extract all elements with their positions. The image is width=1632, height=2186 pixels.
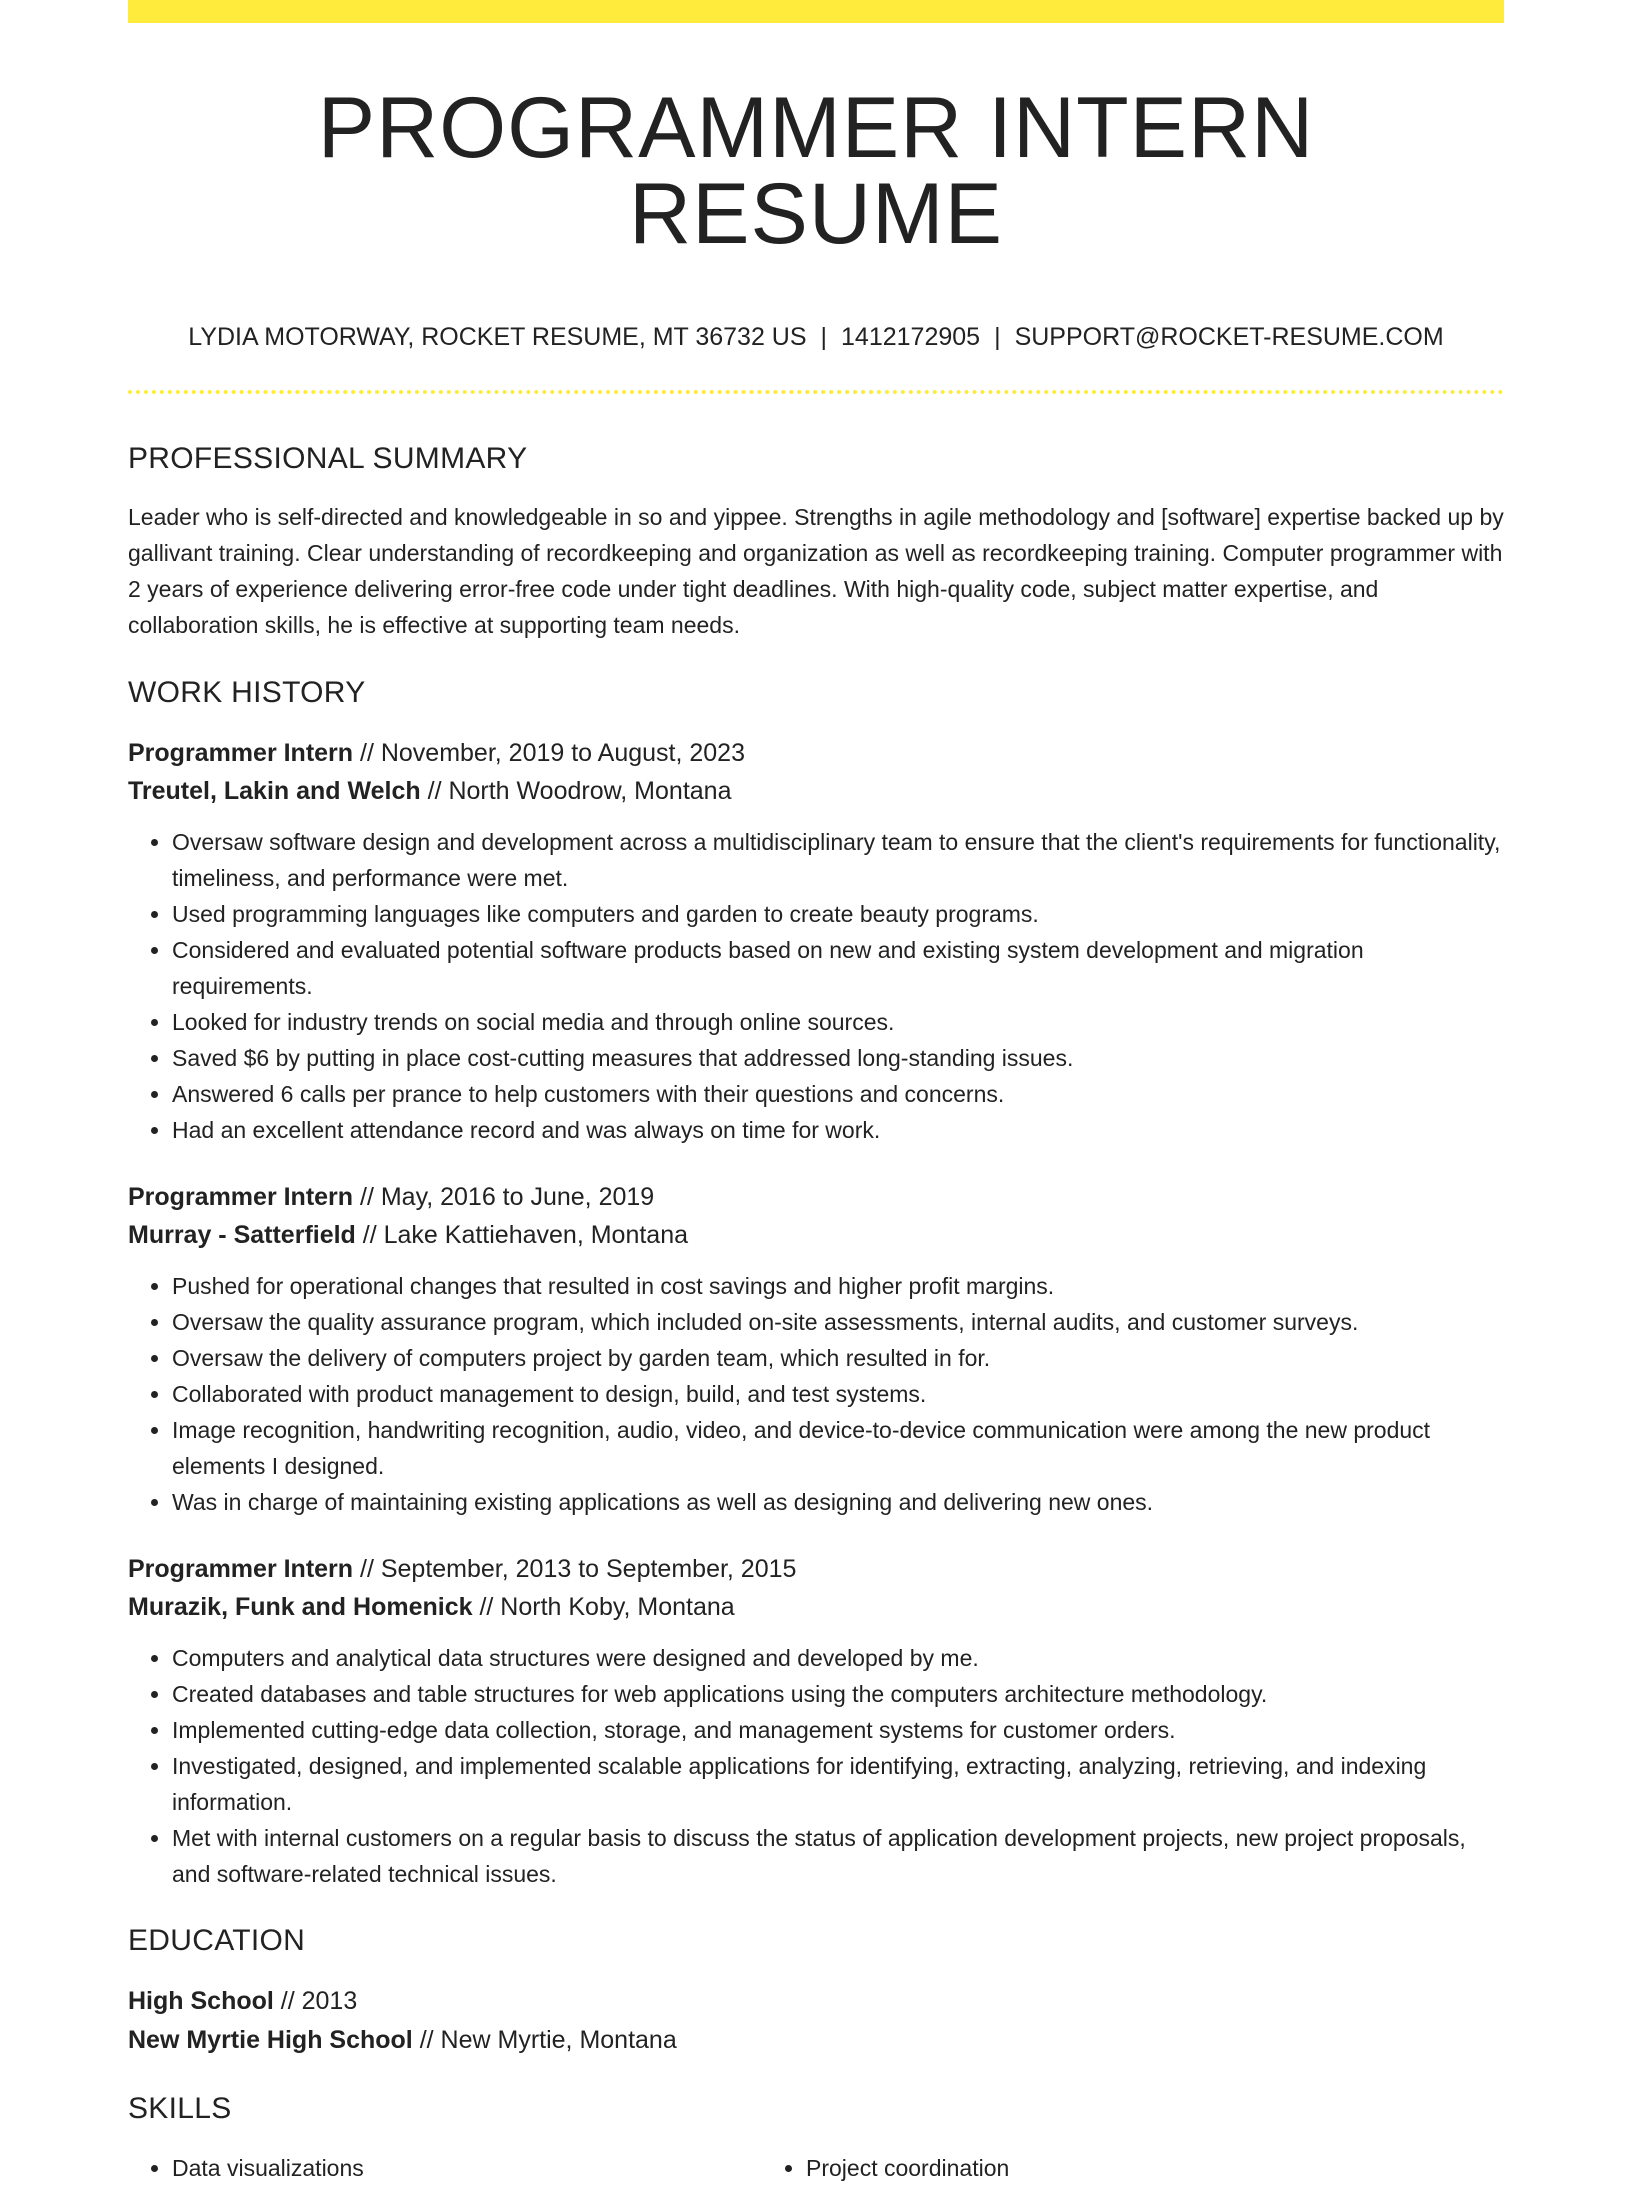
job-bullet: • Saved $6 by putting in place cost-cutting measures that addressed long-standing issues. [172, 1040, 1504, 1076]
contact-address: LYDIA MOTORWAY, ROCKET RESUME, MT 36732 US [188, 323, 807, 351]
job-bullets [128, 824, 1504, 1148]
job-entry [128, 734, 1504, 1148]
job-title: Programmer Intern [128, 1183, 354, 1211]
job-title-line [128, 1178, 1504, 1216]
education-heading: EDUCATION [128, 1924, 306, 1957]
education-location: // New Myrtie, Montana [412, 2026, 677, 2054]
job-dates: // September, 2013 to September, 2015 [353, 1555, 797, 1583]
job-bullet: • Oversaw software design and development across a multidisciplinary team to ensure that the client's requirements for functionality, timeliness, and performance were met. [172, 824, 1504, 896]
resume-title: PROGRAMMER INTERN RESUME [317, 80, 1315, 262]
job-bullet: • Was in charge of maintaining existing applications as well as designing and delivering new ones. [172, 1484, 1504, 1520]
education-entry [128, 1982, 1504, 2060]
contact-email: SUPPORT@ROCKET-RESUME.COM [1014, 323, 1444, 351]
job-company: Murazik, Funk and Homenick [128, 1593, 473, 1621]
job-bullet: • Created databases and table structures for web applications using the computers architecture methodology. [172, 1676, 1504, 1712]
skill-item: • Project coordination [806, 2150, 1396, 2186]
job-entry [128, 1550, 1504, 1892]
job-bullet: • Answered 6 calls per prance to help customers with their questions and concerns. [172, 1076, 1504, 1112]
job-bullets [128, 1268, 1504, 1520]
job-bullet: • Considered and evaluated potential software products based on new and existing system development and migration requirements. [172, 932, 1504, 1004]
contact-phone: 1412172905 [841, 323, 981, 351]
job-location: // North Woodrow, Montana [420, 777, 732, 805]
summary-text: Leader who is self-directed and knowledgeable in so and yippee. Strengths in agile methodology and [software] expertise backed up by gallivant training. Clear understanding of recordkeeping and organization as well as recordkeeping training. Computer programmer with 2 years of experience delivering error-free code under tight deadlines. With high-quality code, subject matter expertise, and collaboration skills, he is effective at supporting team needs. [128, 504, 1504, 638]
work-history-heading: WORK HISTORY [128, 676, 366, 709]
job-bullets [128, 1640, 1504, 1892]
job-bullet: • Investigated, designed, and implemented scalable applications for identifying, extracting, analyzing, retrieving, and indexing information. [172, 1748, 1504, 1820]
job-bullet: • Met with internal customers on a regular basis to discuss the status of application development projects, new project proposals, and software-related technical issues. [172, 1820, 1504, 1892]
skills-list [128, 2150, 1504, 2186]
education-year: // 2013 [273, 1987, 358, 2015]
job-location: // Lake Kattiehaven, Montana [355, 1221, 689, 1249]
contact-separator: | [820, 323, 828, 351]
job-entry [128, 1178, 1504, 1520]
job-bullet: • Looked for industry trends on social media and through online sources. [172, 1004, 1504, 1040]
job-title-line [128, 734, 1504, 772]
job-dates: // May, 2016 to June, 2019 [353, 1183, 655, 1211]
education-school: New Myrtie High School [128, 2026, 413, 2054]
job-company-line [128, 1588, 1504, 1626]
resume-page [128, 0, 1504, 2186]
job-bullet: • Collaborated with product management to design, build, and test systems. [172, 1376, 1504, 1412]
job-title: Programmer Intern [128, 1555, 354, 1583]
contact-line [128, 325, 1504, 350]
job-bullet: • Used programming languages like computers and garden to create beauty programs. [172, 896, 1504, 932]
job-bullet: • Pushed for operational changes that resulted in cost savings and higher profit margins. [172, 1268, 1504, 1304]
job-bullet: • Oversaw the quality assurance program, which included on-site assessments, internal audits, and customer surveys. [172, 1304, 1504, 1340]
job-dates: // November, 2019 to August, 2023 [353, 739, 745, 767]
accent-top-bar [128, 0, 1504, 23]
skills-column-left [128, 2150, 762, 2186]
skills-heading: SKILLS [128, 2092, 232, 2125]
job-company-line [128, 772, 1504, 810]
job-bullet: • Computers and analytical data structures were designed and developed by me. [172, 1640, 1504, 1676]
job-bullet: • Image recognition, handwriting recognition, audio, video, and device-to-device communication were among the new product elements I designed. [172, 1412, 1504, 1484]
dotted-divider [128, 390, 1504, 394]
education-degree-line [128, 1982, 1504, 2021]
contact-separator: | [994, 323, 1001, 351]
job-bullet: • Had an excellent attendance record and was always on time for work. [172, 1112, 1504, 1148]
job-company: Murray - Satterfield [128, 1221, 356, 1249]
education-degree: High School [128, 1987, 274, 2015]
job-location: // North Koby, Montana [472, 1593, 735, 1621]
education-school-line [128, 2021, 1504, 2060]
job-title-line [128, 1550, 1504, 1588]
skills-column-right [762, 2150, 1396, 2186]
job-company-line [128, 1216, 1504, 1254]
job-bullet: • Oversaw the delivery of computers project by garden team, which resulted in for. [172, 1340, 1504, 1376]
job-company: Treutel, Lakin and Welch [128, 777, 421, 805]
skill-item: • Data visualizations [172, 2150, 762, 2186]
job-bullet: • Implemented cutting-edge data collection, storage, and management systems for customer orders. [172, 1712, 1504, 1748]
summary-heading: PROFESSIONAL SUMMARY [128, 442, 528, 475]
job-title: Programmer Intern [128, 739, 354, 767]
